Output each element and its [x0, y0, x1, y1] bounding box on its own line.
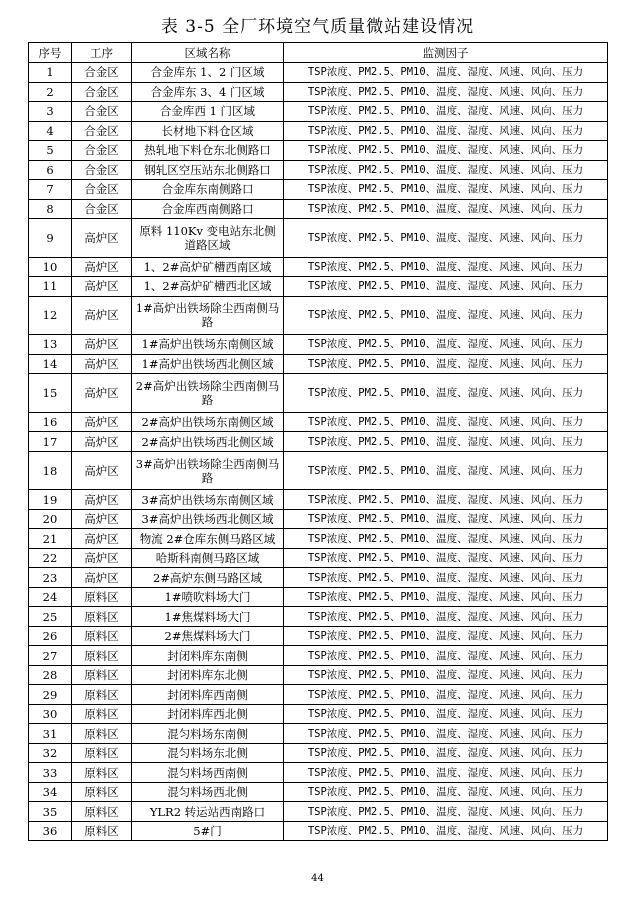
monitoring-factors-cell: TSP浓度、PM2.5、PM10、温度、湿度、风速、风向、压力 [284, 451, 608, 490]
process-cell: 高炉区 [72, 296, 132, 335]
table-row [29, 490, 608, 510]
page-number: 44 [311, 873, 324, 884]
serial-number-cell: 16 [29, 412, 72, 432]
serial-number-cell: 11 [29, 277, 72, 297]
table-row [29, 646, 608, 666]
process-cell: 合金区 [72, 180, 132, 200]
table-title: 表 3-5 全厂环境空气质量微站建设情况 [160, 17, 475, 37]
table-row [29, 509, 608, 529]
table-row [29, 412, 608, 432]
area-name-cell: 合金库东南侧路口 [132, 180, 284, 200]
area-name-cell: 封闭料库东南侧 [132, 646, 284, 666]
area-name-cell: 混匀料场西南侧 [132, 763, 284, 783]
table-row [29, 626, 608, 646]
table-row [29, 374, 608, 413]
serial-number-cell: 3 [29, 102, 72, 122]
table-row [29, 121, 608, 141]
area-name-cell: 合金库东 3、4 门区域 [132, 82, 284, 102]
serial-number-cell: 15 [29, 374, 72, 413]
process-cell: 高炉区 [72, 354, 132, 374]
serial-number-cell: 22 [29, 548, 72, 568]
process-cell: 合金区 [72, 199, 132, 219]
table-row [29, 568, 608, 588]
monitoring-factors-cell: TSP浓度、PM2.5、PM10、温度、湿度、风速、风向、压力 [284, 432, 608, 452]
monitoring-factors-cell: TSP浓度、PM2.5、PM10、温度、湿度、风速、风向、压力 [284, 277, 608, 297]
serial-number-cell: 14 [29, 354, 72, 374]
monitoring-factors-cell: TSP浓度、PM2.5、PM10、温度、湿度、风速、风向、压力 [284, 412, 608, 432]
area-name-cell: 封闭料库西北侧 [132, 704, 284, 724]
area-name-cell: 混匀料场西北侧 [132, 782, 284, 802]
serial-number-cell: 1 [29, 63, 72, 83]
process-cell: 原料区 [72, 685, 132, 705]
area-name-cell: 钢轧区空压站东北侧路口 [132, 160, 284, 180]
monitoring-factors-cell: TSP浓度、PM2.5、PM10、温度、湿度、风速、风向、压力 [284, 529, 608, 549]
monitoring-factors-cell: TSP浓度、PM2.5、PM10、温度、湿度、风速、风向、压力 [284, 821, 608, 841]
table-row [29, 665, 608, 685]
process-cell: 合金区 [72, 63, 132, 83]
monitoring-factors-cell: TSP浓度、PM2.5、PM10、温度、湿度、风速、风向、压力 [284, 724, 608, 744]
table-row [29, 685, 608, 705]
serial-number-cell: 21 [29, 529, 72, 549]
monitoring-factors-cell: TSP浓度、PM2.5、PM10、温度、湿度、风速、风向、压力 [284, 199, 608, 219]
monitoring-factors-cell: TSP浓度、PM2.5、PM10、温度、湿度、风速、风向、压力 [284, 82, 608, 102]
area-name-cell: 1、2#高炉矿槽西北区域 [132, 277, 284, 297]
area-name-cell: YLR2 转运站西南路口 [132, 802, 284, 822]
serial-number-cell: 13 [29, 335, 72, 355]
serial-number-cell: 29 [29, 685, 72, 705]
serial-number-cell: 33 [29, 763, 72, 783]
serial-number-cell: 28 [29, 665, 72, 685]
process-cell: 原料区 [72, 821, 132, 841]
monitoring-factors-cell: TSP浓度、PM2.5、PM10、温度、湿度、风速、风向、压力 [284, 180, 608, 200]
process-cell: 原料区 [72, 704, 132, 724]
table-row [29, 782, 608, 802]
process-cell: 合金区 [72, 82, 132, 102]
monitoring-factors-cell: TSP浓度、PM2.5、PM10、温度、湿度、风速、风向、压力 [284, 607, 608, 627]
process-cell: 高炉区 [72, 412, 132, 432]
table-row [29, 607, 608, 627]
process-cell: 高炉区 [72, 451, 132, 490]
area-name-cell: 混匀料场东北侧 [132, 743, 284, 763]
monitoring-factors-cell: TSP浓度、PM2.5、PM10、温度、湿度、风速、风向、压力 [284, 63, 608, 83]
area-name-cell: 2#高炉出铁场除尘西南侧马路 [132, 374, 284, 413]
monitoring-factors-cell: TSP浓度、PM2.5、PM10、温度、湿度、风速、风向、压力 [284, 296, 608, 335]
serial-number-cell: 35 [29, 802, 72, 822]
table-row [29, 335, 608, 355]
header-area-name: 区域名称 [132, 43, 284, 63]
area-name-cell: 1#焦煤料场大门 [132, 607, 284, 627]
monitoring-factors-cell: TSP浓度、PM2.5、PM10、温度、湿度、风速、风向、压力 [284, 160, 608, 180]
serial-number-cell: 31 [29, 724, 72, 744]
process-cell: 原料区 [72, 626, 132, 646]
serial-number-cell: 30 [29, 704, 72, 724]
serial-number-cell: 34 [29, 782, 72, 802]
table-header-row [29, 43, 608, 63]
process-cell: 合金区 [72, 102, 132, 122]
process-cell: 原料区 [72, 743, 132, 763]
table-row [29, 821, 608, 841]
header-monitoring-factors: 监测因子 [284, 43, 608, 63]
process-cell: 合金区 [72, 160, 132, 180]
monitoring-factors-cell: TSP浓度、PM2.5、PM10、温度、湿度、风速、风向、压力 [284, 802, 608, 822]
monitoring-factors-cell: TSP浓度、PM2.5、PM10、温度、湿度、风速、风向、压力 [284, 685, 608, 705]
process-cell: 原料区 [72, 782, 132, 802]
process-cell: 合金区 [72, 121, 132, 141]
monitoring-factors-cell: TSP浓度、PM2.5、PM10、温度、湿度、风速、风向、压力 [284, 704, 608, 724]
area-name-cell: 物流 2#仓库东侧马路区域 [132, 529, 284, 549]
process-cell: 高炉区 [72, 568, 132, 588]
table-row [29, 548, 608, 568]
area-name-cell: 2#高炉东侧马路区域 [132, 568, 284, 588]
area-name-cell: 1、2#高炉矿槽西南区域 [132, 257, 284, 277]
table-row [29, 354, 608, 374]
monitoring-factors-cell: TSP浓度、PM2.5、PM10、温度、湿度、风速、风向、压力 [284, 490, 608, 510]
area-name-cell: 3#高炉出铁场除尘西南侧马路 [132, 451, 284, 490]
monitoring-factors-cell: TSP浓度、PM2.5、PM10、温度、湿度、风速、风向、压力 [284, 141, 608, 161]
area-name-cell: 2#焦煤料场大门 [132, 626, 284, 646]
monitoring-factors-cell: TSP浓度、PM2.5、PM10、温度、湿度、风速、风向、压力 [284, 626, 608, 646]
table-row [29, 432, 608, 452]
area-name-cell: 原料 110Kv 变电站东北侧道路区域 [132, 219, 284, 258]
area-name-cell: 5#门 [132, 821, 284, 841]
serial-number-cell: 25 [29, 607, 72, 627]
serial-number-cell: 12 [29, 296, 72, 335]
area-name-cell: 1#喷吹料场大门 [132, 587, 284, 607]
table-row [29, 180, 608, 200]
table-row [29, 743, 608, 763]
table-body [29, 63, 608, 841]
serial-number-cell: 2 [29, 82, 72, 102]
process-cell: 高炉区 [72, 219, 132, 258]
monitoring-factors-cell: TSP浓度、PM2.5、PM10、温度、湿度、风速、风向、压力 [284, 257, 608, 277]
table-row [29, 802, 608, 822]
area-name-cell: 混匀料场东南侧 [132, 724, 284, 744]
serial-number-cell: 8 [29, 199, 72, 219]
area-name-cell: 1#高炉出铁场东南侧区域 [132, 335, 284, 355]
area-name-cell: 封闭料库东北侧 [132, 665, 284, 685]
process-cell: 高炉区 [72, 548, 132, 568]
table-row [29, 219, 608, 258]
monitoring-factors-cell: TSP浓度、PM2.5、PM10、温度、湿度、风速、风向、压力 [284, 763, 608, 783]
table-row [29, 63, 608, 83]
monitoring-factors-cell: TSP浓度、PM2.5、PM10、温度、湿度、风速、风向、压力 [284, 665, 608, 685]
process-cell: 高炉区 [72, 257, 132, 277]
table-row [29, 82, 608, 102]
serial-number-cell: 7 [29, 180, 72, 200]
monitoring-factors-cell: TSP浓度、PM2.5、PM10、温度、湿度、风速、风向、压力 [284, 782, 608, 802]
serial-number-cell: 32 [29, 743, 72, 763]
monitoring-factors-cell: TSP浓度、PM2.5、PM10、温度、湿度、风速、风向、压力 [284, 509, 608, 529]
area-name-cell: 热轧地下料仓东北侧路口 [132, 141, 284, 161]
serial-number-cell: 9 [29, 219, 72, 258]
area-name-cell: 3#高炉出铁场东南侧区域 [132, 490, 284, 510]
table-row [29, 529, 608, 549]
process-cell: 合金区 [72, 141, 132, 161]
monitoring-factors-cell: TSP浓度、PM2.5、PM10、温度、湿度、风速、风向、压力 [284, 354, 608, 374]
serial-number-cell: 18 [29, 451, 72, 490]
monitoring-factors-cell: TSP浓度、PM2.5、PM10、温度、湿度、风速、风向、压力 [284, 587, 608, 607]
process-cell: 高炉区 [72, 490, 132, 510]
table-row [29, 587, 608, 607]
process-cell: 高炉区 [72, 335, 132, 355]
area-name-cell: 哈斯科南侧马路区域 [132, 548, 284, 568]
table-row [29, 296, 608, 335]
area-name-cell: 2#高炉出铁场西北侧区域 [132, 432, 284, 452]
header-serial-number: 序号 [29, 43, 72, 63]
table-row [29, 277, 608, 297]
process-cell: 原料区 [72, 607, 132, 627]
serial-number-cell: 17 [29, 432, 72, 452]
serial-number-cell: 5 [29, 141, 72, 161]
serial-number-cell: 10 [29, 257, 72, 277]
serial-number-cell: 4 [29, 121, 72, 141]
table-row [29, 102, 608, 122]
serial-number-cell: 26 [29, 626, 72, 646]
table-row [29, 704, 608, 724]
process-cell: 原料区 [72, 665, 132, 685]
process-cell: 原料区 [72, 763, 132, 783]
area-name-cell: 长材地下料仓区域 [132, 121, 284, 141]
monitoring-factors-cell: TSP浓度、PM2.5、PM10、温度、湿度、风速、风向、压力 [284, 646, 608, 666]
monitoring-factors-cell: TSP浓度、PM2.5、PM10、温度、湿度、风速、风向、压力 [284, 335, 608, 355]
table-row [29, 160, 608, 180]
serial-number-cell: 19 [29, 490, 72, 510]
serial-number-cell: 27 [29, 646, 72, 666]
serial-number-cell: 23 [29, 568, 72, 588]
process-cell: 高炉区 [72, 277, 132, 297]
process-cell: 原料区 [72, 802, 132, 822]
monitoring-factors-cell: TSP浓度、PM2.5、PM10、温度、湿度、风速、风向、压力 [284, 374, 608, 413]
serial-number-cell: 6 [29, 160, 72, 180]
monitoring-factors-cell: TSP浓度、PM2.5、PM10、温度、湿度、风速、风向、压力 [284, 743, 608, 763]
area-name-cell: 1#高炉出铁场西北侧区域 [132, 354, 284, 374]
area-name-cell: 3#高炉出铁场西北侧区域 [132, 509, 284, 529]
header-process: 工序 [72, 43, 132, 63]
monitoring-factors-cell: TSP浓度、PM2.5、PM10、温度、湿度、风速、风向、压力 [284, 568, 608, 588]
monitoring-factors-cell: TSP浓度、PM2.5、PM10、温度、湿度、风速、风向、压力 [284, 219, 608, 258]
monitoring-factors-cell: TSP浓度、PM2.5、PM10、温度、湿度、风速、风向、压力 [284, 548, 608, 568]
process-cell: 原料区 [72, 587, 132, 607]
process-cell: 原料区 [72, 724, 132, 744]
table-row [29, 724, 608, 744]
area-name-cell: 合金库西南侧路口 [132, 199, 284, 219]
area-name-cell: 2#高炉出铁场东南侧区域 [132, 412, 284, 432]
monitoring-factors-cell: TSP浓度、PM2.5、PM10、温度、湿度、风速、风向、压力 [284, 121, 608, 141]
process-cell: 高炉区 [72, 529, 132, 549]
table-row [29, 141, 608, 161]
process-cell: 原料区 [72, 646, 132, 666]
process-cell: 高炉区 [72, 374, 132, 413]
table-row [29, 257, 608, 277]
process-cell: 高炉区 [72, 509, 132, 529]
table-row [29, 763, 608, 783]
process-cell: 高炉区 [72, 432, 132, 452]
serial-number-cell: 20 [29, 509, 72, 529]
monitoring-factors-cell: TSP浓度、PM2.5、PM10、温度、湿度、风速、风向、压力 [284, 102, 608, 122]
area-name-cell: 1#高炉出铁场除尘西南侧马路 [132, 296, 284, 335]
table-row [29, 199, 608, 219]
monitoring-stations-table [28, 42, 608, 841]
area-name-cell: 封闭料库西南侧 [132, 685, 284, 705]
area-name-cell: 合金库西 1 门区域 [132, 102, 284, 122]
table-row [29, 451, 608, 490]
serial-number-cell: 24 [29, 587, 72, 607]
serial-number-cell: 36 [29, 821, 72, 841]
area-name-cell: 合金库东 1、2 门区域 [132, 63, 284, 83]
